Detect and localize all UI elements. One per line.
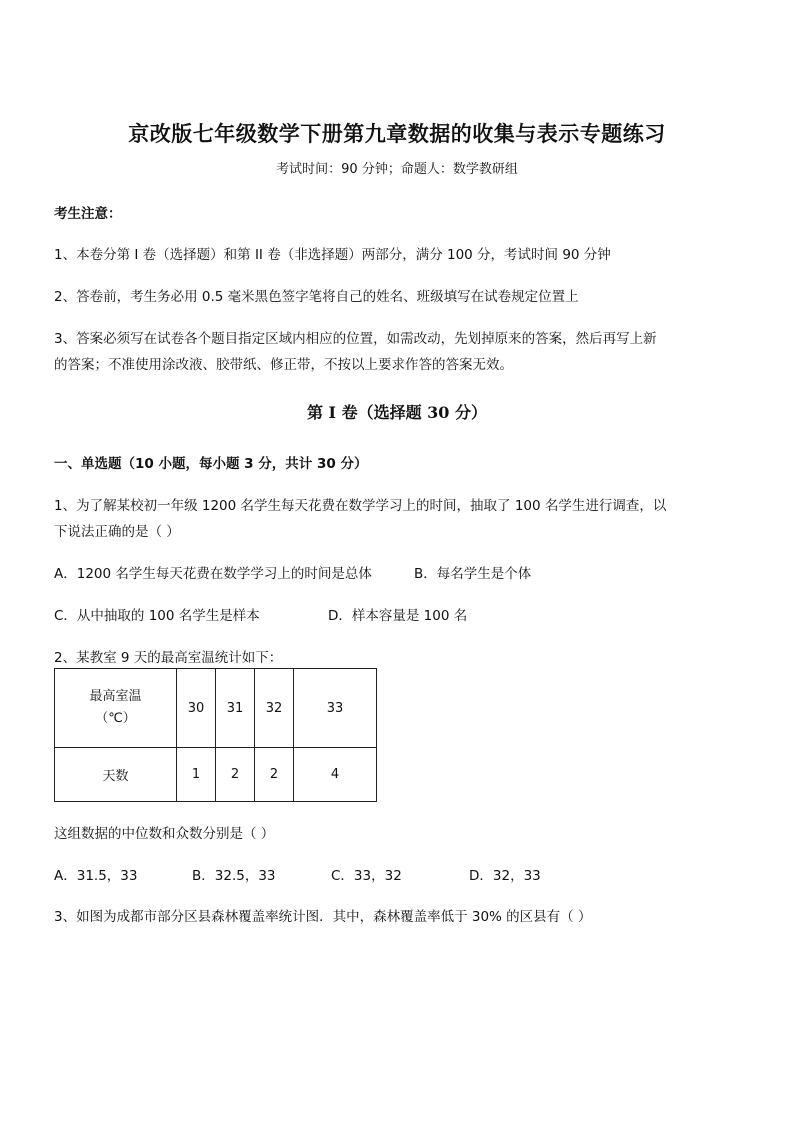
q1-stem-line1: 1、为了解某校初一年级 1200 名学生每天花费在数学学习上的时间，抽取了 100 名学生进行调查，以 (54, 498, 667, 514)
table-cell: 33 (294, 669, 377, 748)
notice-heading: 考生注意： (54, 206, 122, 222)
table-cell: 2 (216, 748, 255, 802)
q2-question: 这组数据的中位数和众数分别是（ ） (54, 826, 275, 842)
temperature-table (54, 668, 377, 802)
q1-option-b: B．每名学生是个体 (414, 566, 532, 582)
q2-stem: 2、某教室 9 天的最高室温统计如下： (54, 650, 283, 666)
table-cell: 2 (255, 748, 294, 802)
q1-option-c: C．从中抽取的 100 名学生是样本 (54, 608, 260, 624)
q2-option-b: B．32.5，33 (192, 868, 276, 884)
notice-item-3-cont: 的答案；不准使用涂改液、胶带纸、修正带，不按以上要求作答的答案无效。 (54, 357, 513, 373)
table-cell: 1 (177, 748, 216, 802)
notice-item-1: 1、本卷分第 I 卷（选择题）和第 II 卷（非选择题）两部分，满分 100 分，考试时间 90 分钟 (54, 247, 611, 263)
table-label-temp: 最高室温 (89, 689, 142, 704)
page-title: 京改版七年级数学下册第九章数据的收集与表示专题练习 (128, 121, 666, 146)
table-row (55, 669, 377, 748)
table-row (55, 748, 377, 802)
q2-option-a: A．31.5，33 (54, 868, 138, 884)
part-heading: 一、单选题（10 小题，每小题 3 分，共计 30 分） (54, 456, 368, 472)
q2-option-c: C．33，32 (331, 868, 402, 884)
notice-item-2: 2、答卷前，考生务必用 0.5 毫米黑色签字笔将自己的姓名、班级填写在试卷规定位置上 (54, 289, 579, 305)
table-cell: 31 (216, 669, 255, 748)
section-title: 第 I 卷（选择题 30 分） (306, 403, 488, 422)
q2-option-d: D．32，33 (469, 868, 541, 884)
table-cell: 30 (177, 669, 216, 748)
notice-item-3: 3、答案必须写在试卷各个题目指定区域内相应的位置，如需改动，先划掉原来的答案，然后再写上新 (54, 331, 657, 347)
table-header-cell (55, 669, 177, 748)
table-label-unit: （℃） (95, 711, 136, 726)
table-cell: 32 (255, 669, 294, 748)
q1-option-d: D．样本容量是 100 名 (328, 608, 468, 624)
q3-stem: 3、如图为成都市部分区县森林覆盖率统计图．其中，森林覆盖率低于 30% 的区县有（ ） (54, 909, 592, 925)
q1-option-a: A．1200 名学生每天花费在数学学习上的时间是总体 (54, 566, 372, 582)
q1-stem-line2: 下说法正确的是（ ） (54, 524, 180, 540)
exam-info: 考试时间：90 分钟；命题人：数学教研组 (276, 162, 518, 177)
table-label-days: 天数 (55, 748, 177, 802)
table-cell: 4 (294, 748, 377, 802)
